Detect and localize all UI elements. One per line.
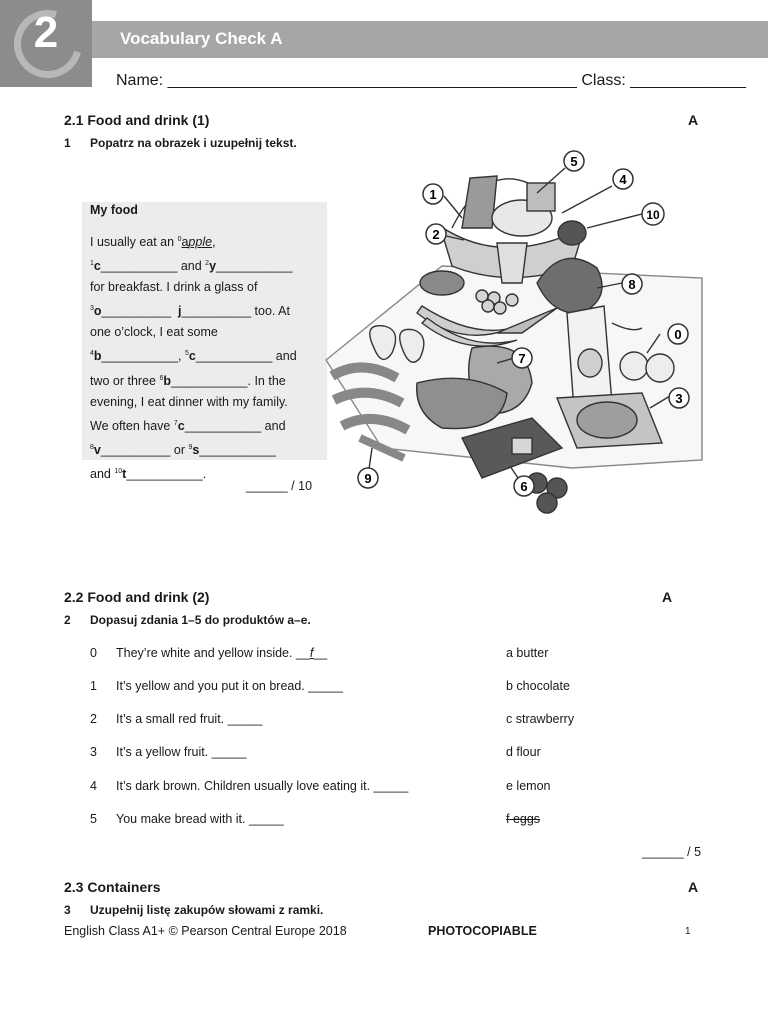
picture-label-3: 3 bbox=[675, 391, 683, 406]
picture-label-2: 2 bbox=[432, 227, 440, 242]
text-line-6[interactable]: $^4$b___________, $^5$c___________ and bbox=[90, 349, 297, 364]
sentence-text[interactable]: It’s a yellow fruit. _____ bbox=[116, 745, 247, 759]
example-number: 0 bbox=[90, 646, 97, 660]
section-2-letter: A bbox=[662, 589, 673, 605]
section-2-title: 2.2 Food and drink (2) bbox=[64, 589, 210, 605]
text-line-10[interactable]: $^8$v__________ or $^9$s___________ bbox=[90, 443, 276, 458]
option-item: b chocolate bbox=[506, 679, 570, 693]
option-item: a butter bbox=[506, 646, 549, 660]
example-match-answer: f bbox=[309, 646, 314, 660]
reading-box bbox=[82, 202, 327, 482]
instruction-2-number: 2 bbox=[64, 613, 71, 627]
section-3-title: 2.3 Containers bbox=[64, 879, 161, 895]
sentence-number: 2 bbox=[90, 712, 97, 726]
option-item: c strawberry bbox=[506, 712, 575, 726]
sentence-text[interactable]: It’s a small red fruit. _____ bbox=[116, 712, 263, 726]
section-1-letter: A bbox=[688, 112, 699, 128]
sentence-text[interactable]: You make bread with it. _____ bbox=[116, 812, 284, 826]
picture-label-5: 5 bbox=[570, 154, 578, 169]
text-line-11[interactable]: and $^{10}$t___________. bbox=[90, 467, 207, 482]
instruction-3-number: 3 bbox=[64, 903, 71, 917]
section-3-letter: A bbox=[688, 879, 699, 895]
text-line-1: I usually eat an $^0$apple, bbox=[90, 235, 216, 250]
instruction-3: Uzupełnij listę zakupów słowami z ramki. bbox=[90, 903, 324, 917]
section-1-score[interactable]: ______ / 10 bbox=[246, 479, 313, 493]
text-line-3: for breakfast. I drink a glass of bbox=[90, 280, 258, 295]
unit-number: 2 bbox=[33, 8, 59, 57]
picture-label-9: 9 bbox=[364, 471, 372, 486]
picture-label-1: 1 bbox=[429, 187, 437, 202]
instruction-1: Popatrz na obrazek i uzupełnij tekst. bbox=[90, 136, 297, 150]
sentence-number: 4 bbox=[90, 779, 97, 793]
text-line-8: evening, I eat dinner with my family. bbox=[90, 394, 288, 409]
sentence-number: 1 bbox=[90, 679, 97, 693]
section-2-score[interactable]: ______ / 5 bbox=[642, 845, 702, 859]
picture-label-4: 4 bbox=[619, 172, 627, 187]
option-item-used: f eggs bbox=[506, 812, 541, 826]
option-item: e lemon bbox=[506, 779, 551, 793]
instruction-2: Dopasuj zdania 1–5 do produktów a–e. bbox=[90, 613, 311, 627]
sentence-text[interactable]: It’s dark brown. Children usually love eating it. _____ bbox=[116, 779, 409, 793]
example-answer: pple bbox=[188, 235, 213, 250]
food-illustration bbox=[322, 148, 706, 520]
picture-label-6: 6 bbox=[520, 479, 528, 494]
text-line-7[interactable]: two or three $^6$b___________. In the bbox=[90, 373, 286, 388]
example-sentence: They’re white and yellow inside. __f__ bbox=[116, 646, 328, 660]
sentence-number: 3 bbox=[90, 745, 97, 759]
picture-label-7: 7 bbox=[518, 351, 526, 366]
text-line-9[interactable]: We often have $^7$c___________ and bbox=[90, 418, 286, 433]
footer-photocopiable: PHOTOCOPIABLE bbox=[428, 924, 537, 938]
sentence-number: 5 bbox=[90, 812, 97, 826]
text-line-5: one o’clock, I eat some bbox=[90, 325, 218, 340]
instruction-1-number: 1 bbox=[64, 136, 71, 150]
sentence-text[interactable]: It’s yellow and you put it on bread. _____ bbox=[116, 679, 344, 693]
reading-text bbox=[90, 229, 319, 485]
page-title: Vocabulary Check A bbox=[120, 29, 283, 48]
text-line-4[interactable]: $^3$o__________ j__________ too. At bbox=[90, 304, 290, 319]
reading-box-title: My food bbox=[90, 203, 138, 217]
name-class-line: Name: ______________________________________________ Class: _____________ bbox=[116, 72, 746, 89]
page-number: 1 bbox=[685, 926, 691, 937]
picture-label-0: 0 bbox=[674, 327, 682, 342]
picture-label-10: 10 bbox=[646, 208, 660, 222]
picture-label-8: 8 bbox=[628, 277, 636, 292]
option-item: d flour bbox=[506, 745, 541, 759]
footer-copyright: English Class A1+ © Pearson Central Europe 2018 bbox=[64, 924, 347, 938]
text-line-2[interactable]: $^1$c___________ and $^2$y___________ bbox=[90, 259, 293, 274]
section-1-title: 2.1 Food and drink (1) bbox=[64, 112, 210, 128]
